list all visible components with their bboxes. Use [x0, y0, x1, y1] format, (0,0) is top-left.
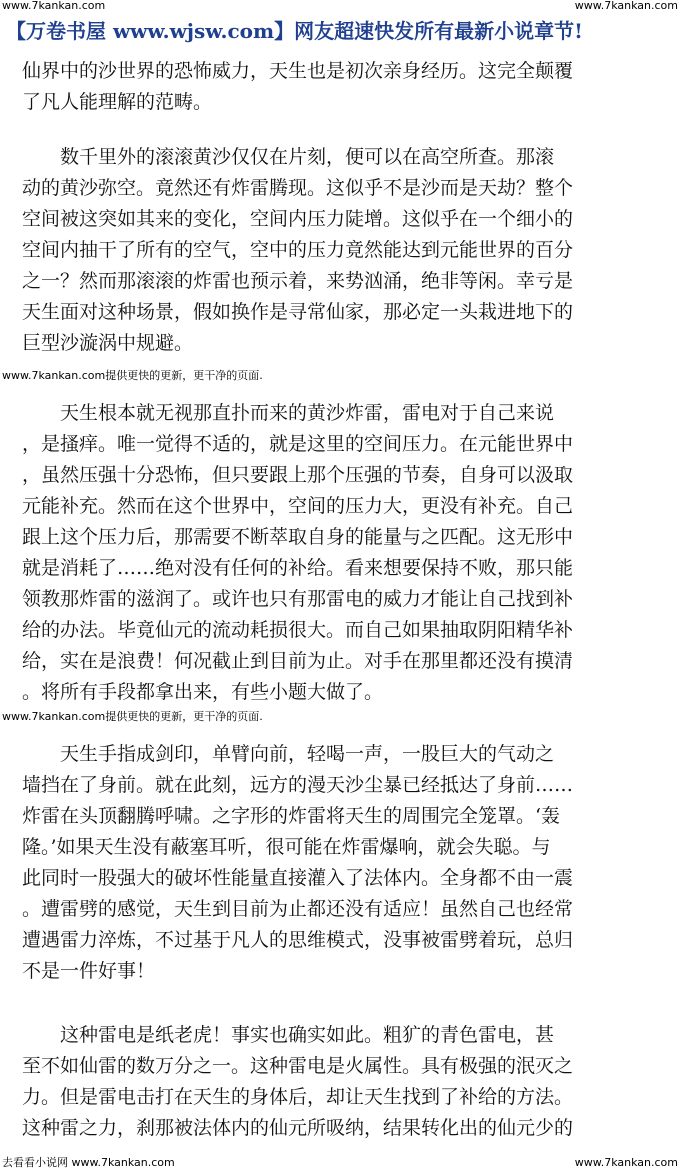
text-line: 领教那炸雷的滋润了。或许也只有那雷电的威力才能让自己找到补 [22, 588, 574, 610]
text-line: 了凡人能理解的范畴。 [22, 91, 213, 113]
text-line: 巨型沙漩涡中规避。 [22, 332, 194, 354]
text-line: 墙挡在了身前。就在此刻，远方的漫天沙尘暴已经抵达了身前…… [22, 774, 574, 796]
text-line: 就是消耗了……绝对没有任何的补给。看来想要保持不败，那只能 [22, 557, 574, 579]
text-line: 力。但是雷电击打在天生的身体后，却让天生找到了补给的方法。 [22, 1086, 574, 1108]
text-line: ，是搔痒。唯一觉得不适的，就是这里的空间压力。在元能世界中 [22, 433, 574, 455]
text-line: 给的办法。毕竟仙元的流动耗损很大。而自己如果抽取阴阳精华补 [22, 619, 574, 641]
text-line: 给，实在是浪费！何况截止到目前为止。对手在那里都还没有摸清 [22, 650, 574, 672]
text-line: 炸雷在头顶翻腾呼啸。之字形的炸雷将天生的周围完全笼罩。‘轰 [22, 805, 561, 827]
paragraph-4 [22, 739, 652, 987]
text-line: 此同时一股强大的破坏性能量直接灌入了法体内。全身都不由一震 [22, 867, 574, 889]
text-line: 元能补充。然而在这个世界中，空间的压力大，更没有补充。自己 [22, 495, 574, 517]
text-line: 天生手指成剑印，单臂向前，轻喝一声，一股巨大的气动之 [22, 743, 555, 765]
text-line: 动的黄沙弥空。竟然还有炸雷腾现。这似乎不是沙而是天劫？整个 [22, 177, 574, 199]
text-line: 这种雷之力，刹那被法体内的仙元所吸纳，结果转化出的仙元少的 [22, 1117, 574, 1139]
text-line: 空间被这突如其来的变化，空间内压力陡增。这似乎在一个细小的 [22, 208, 574, 230]
text-line: 至不如仙雷的数万分之一。这种雷电是火属性。具有极强的泯灭之 [22, 1055, 574, 1077]
site-notice: www.7kankan.com提供更快的更新，更干净的页面. [2, 369, 263, 382]
text-line: 仙界中的沙世界的恐怖威力，天生也是初次亲身经历。这完全颠覆 [22, 60, 574, 82]
paragraph-2 [22, 142, 652, 359]
footer-site-name[interactable]: 去看看小说网 www.7kankan.com [2, 1156, 175, 1169]
text-line: 这种雷电是纸老虎！事实也确实如此。粗犷的青色雷电，甚 [22, 1024, 555, 1046]
text-line: 天生根本就无视那直扑而来的黄沙炸雷，雷电对于自己来说 [22, 402, 555, 424]
text-line: 。遭雷劈的感觉，天生到目前为止都还没有适应！虽然自己也经常 [22, 898, 574, 920]
text-line: 。将所有手段都拿出来，有些小题大做了。 [22, 681, 384, 703]
text-line: 不是一件好事！ [22, 960, 156, 982]
text-line: 跟上这个压力后，那需要不断萃取自身的能量与之匹配。这无形中 [22, 526, 574, 548]
paragraph-3 [22, 398, 652, 708]
text-line: 遭遇雷力淬炼，不过基于凡人的思维模式，没事被雷劈着玩，总归 [22, 929, 574, 951]
paragraph-5 [22, 1020, 652, 1144]
text-line: ，虽然压强十分恐怖，但只要跟上那个压强的节奏，自身可以汲取 [22, 464, 574, 486]
site-notice: www.7kankan.com提供更快的更新，更干净的页面. [2, 710, 263, 723]
header-site-url-left[interactable]: www.7kankan.com [2, 0, 106, 12]
text-line: 天生面对这种场景，假如换作是寻常仙家，那必定一头栽进地下的 [22, 301, 574, 323]
header-site-url-right[interactable]: www.7kankan.com [574, 0, 678, 12]
text-line: 之一？然而那滚滚的炸雷也预示着，来势汹涌，绝非等闲。幸亏是 [22, 270, 574, 292]
promo-banner: 【万卷书屋 www.wjsw.com】网友超速快发所有最新小说章节! [6, 19, 583, 43]
paragraph-1 [22, 56, 652, 118]
footer-site-url[interactable]: www.7kankan.com [574, 1156, 678, 1169]
text-line: 数千里外的滚滚黄沙仅仅在片刻，便可以在高空所查。那滚 [22, 146, 555, 168]
text-line: 空间内抽干了所有的空气，空中的压力竟然能达到元能世界的百分 [22, 239, 574, 261]
text-line: 隆。’如果天生没有蔽塞耳听，很可能在炸雷爆响，就会失聪。与 [22, 836, 551, 858]
